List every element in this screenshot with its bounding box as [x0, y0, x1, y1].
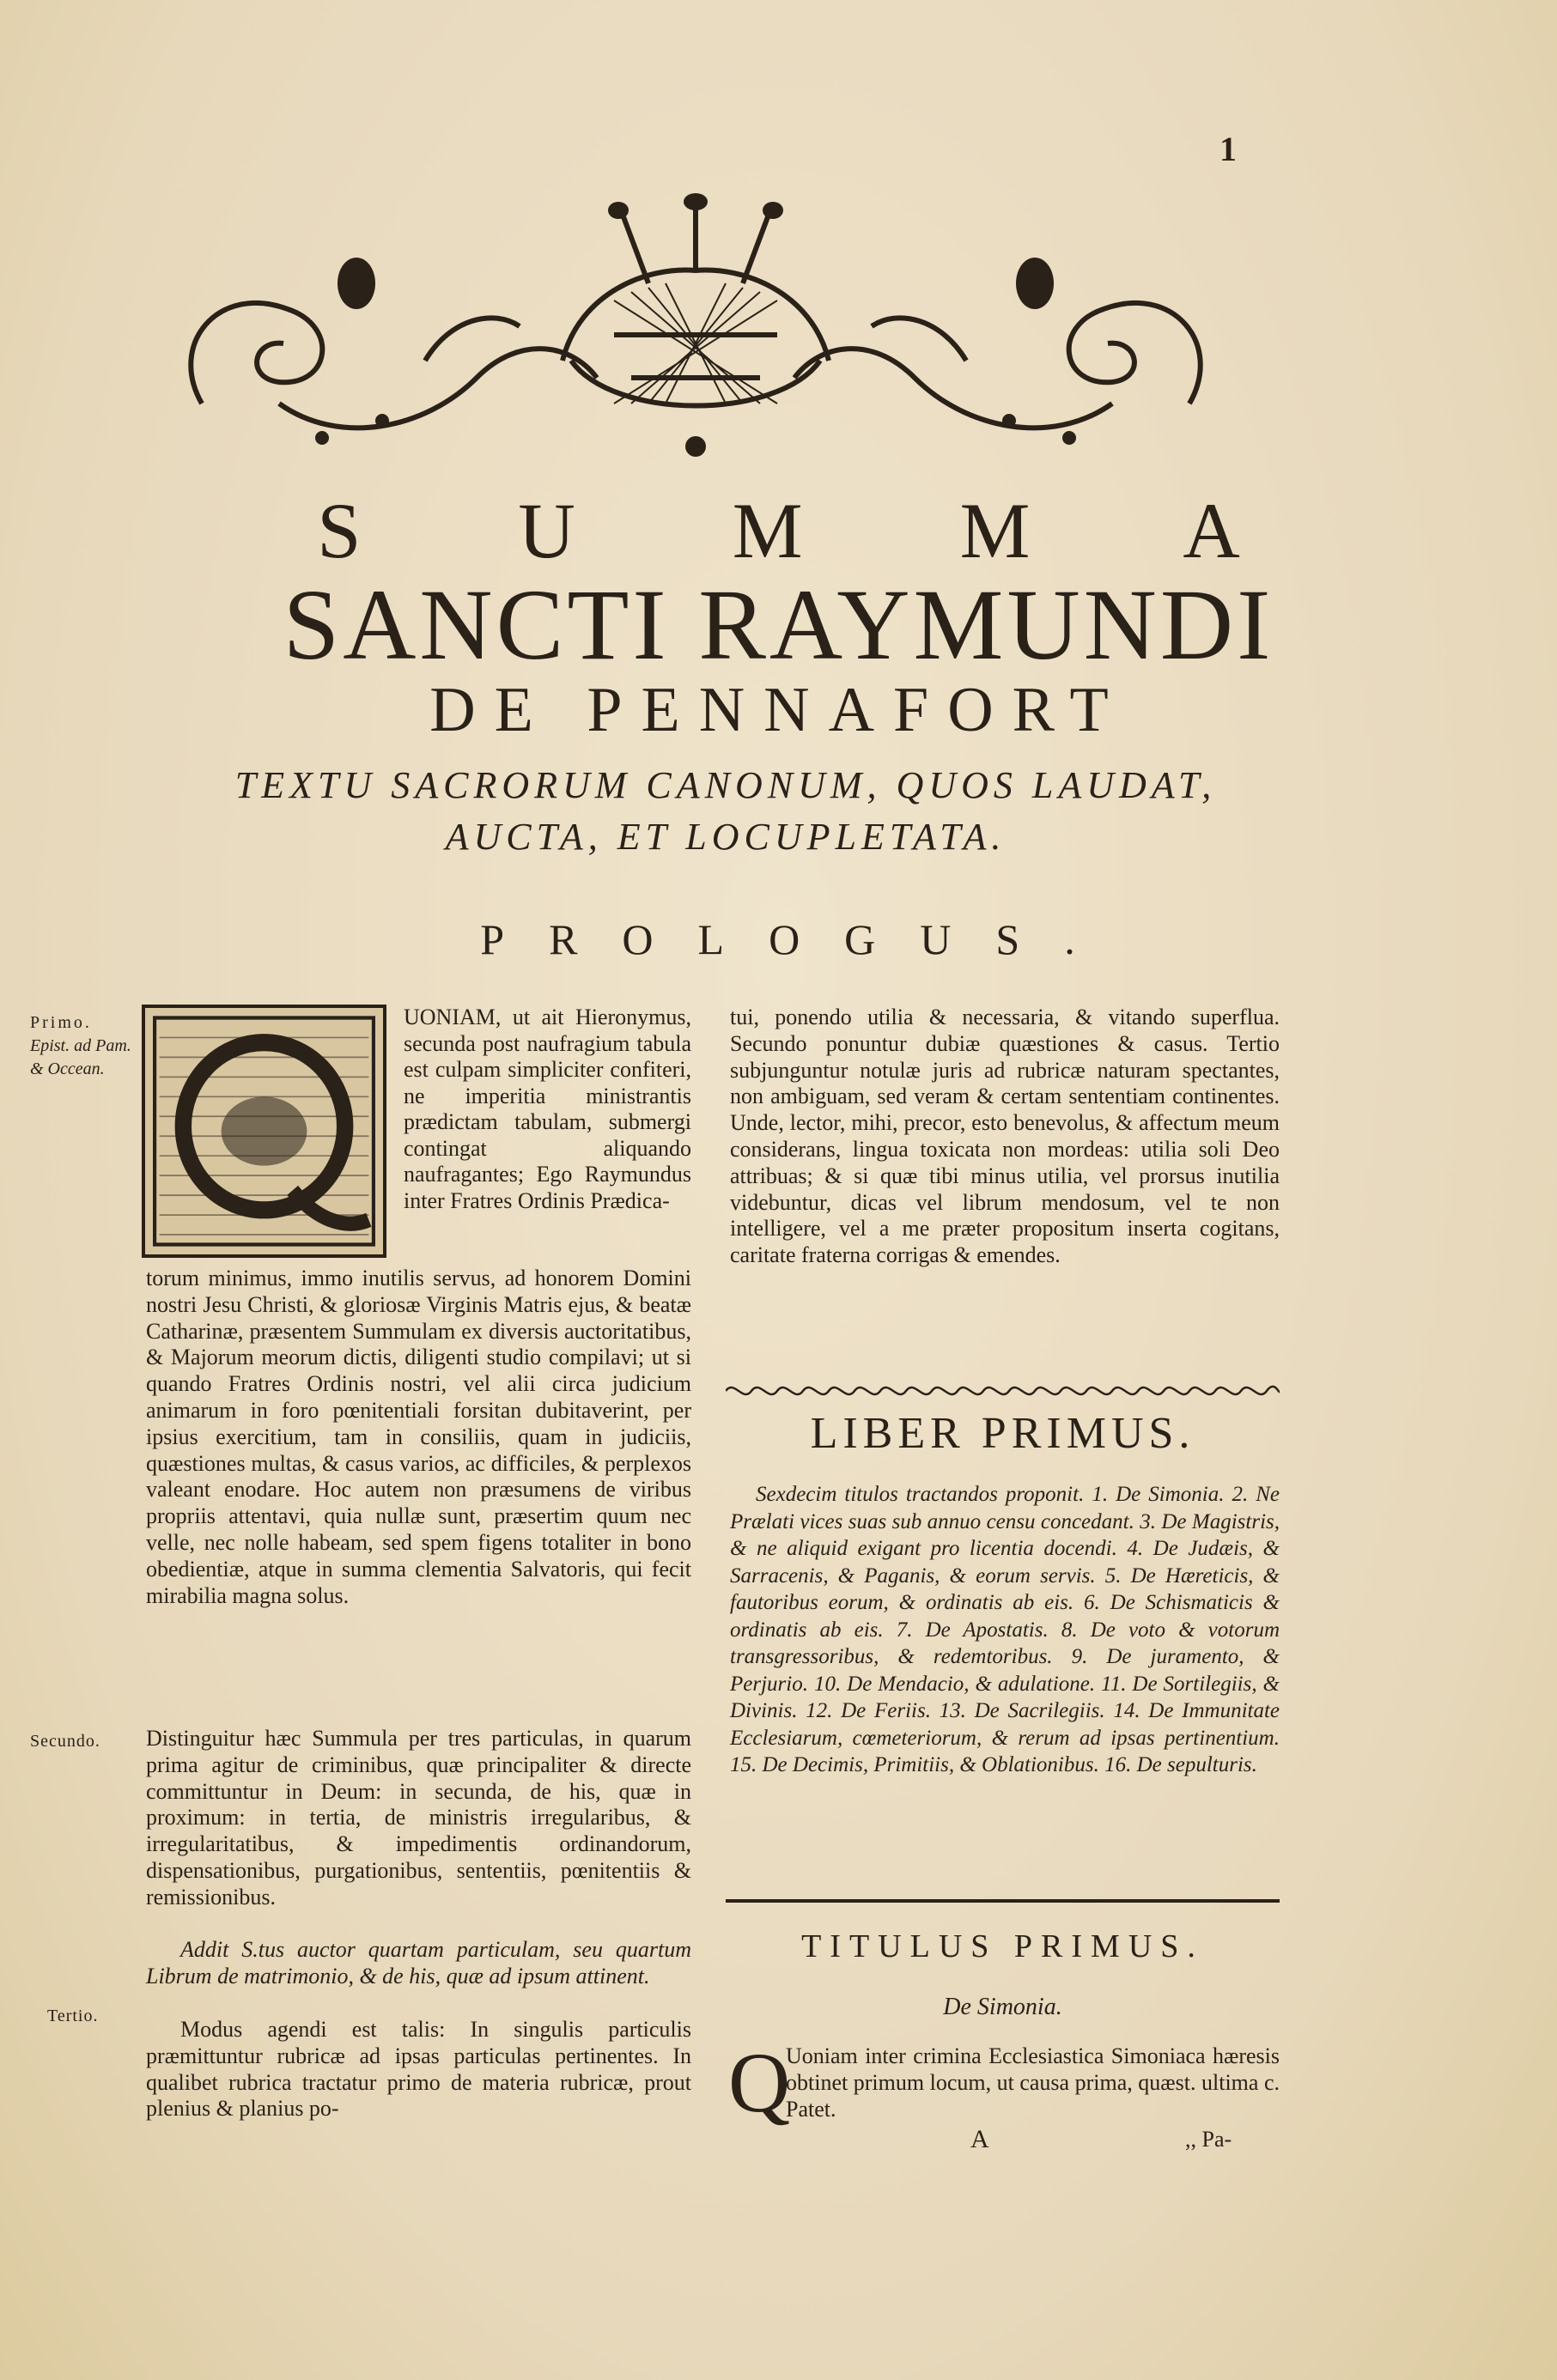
title-pennafort: DE PENNAFORT [429, 675, 1128, 745]
title-author: SANCTI RAYMUNDI [283, 568, 1274, 681]
headpiece-ornament [167, 189, 1224, 464]
ornamental-band [726, 1379, 1280, 1403]
section-rule [726, 1899, 1280, 1903]
titulus-initial: Q [728, 2035, 791, 2130]
titulus-subheading: De Simonia. [943, 1994, 1062, 2020]
margin-note-secundo: Secundo. [30, 1732, 100, 1751]
titulus-heading: TITULUS PRIMUS. [801, 1928, 1204, 1964]
titulus-body: Uoniam inter crimina Ecclesiastica Simoniaca hæresis obtinet primum locum, ut causa prima, quæst. ultima c. Patet. [786, 2043, 1280, 2122]
prologus-heading: PROLOGUS. [480, 915, 1120, 963]
prologue-paragraph-1: torum minimus, immo inutilis servus, ad honorem Domini nostri Jesu Christi, & gloriosæ Virginis Matris ejus, & beatæ Catharinæ, præsentem Summulam ex diversis auctoritatibus, & Majorum meorum dictis, diligenti studio compilavi; ut si quando Fratres Ordinis nostri, vel alii circa judicium animarum in foro pœnitentiali forsitan dubitaverint, per ipsius exercitium, tam in consiliis, quam in judiciis, quæstiones multas, & casus varios, ac difficiles, & perplexos valeant enodare. Hoc autem non præsumens de viribus propriis attentavi, quia nullæ sunt, præsertim quum nec velle, nec nolle habeam, sed spem figens totaliter in bono obedientiæ, atque in summa clementia Salvatoris, qui fecit mirabilia magna solus. [146, 1266, 691, 1608]
margin-note-tertio: Tertio. [47, 2007, 99, 2025]
margin-note-primo-ref: Epist. ad Pam. & Occean. [30, 1036, 131, 1078]
margin-note-primo-label: Primo. [30, 1013, 92, 1032]
prologue-opening: UONIAM, ut ait Hieronymus, secunda post naufragium tabula est culpam simpliciter confiteri, ne imperitia ministrantis prædictam tabulam, submergi contingat aliquando naufragantes; Ego Raymundus inter Fratres Ordinis Prædica- [404, 1005, 691, 1213]
catchword: ,, Pa- [1185, 2127, 1232, 2152]
prologue-paragraph-tertio: Modus agendi est talis: In singulis particulis præmittuntur rubricæ ad ipsas particulas pertinentes. In qualibet rubrica tractatur primo de materia rubricæ, prout plenius & planius po- [146, 2017, 691, 2122]
prologue-paragraph-secundo: Distinguitur hæc Summula per tres particulas, in quarum prima agitur de criminibus, quæ principaliter & directe committuntur in Deum: in secunda, de his, quæ in proximum: in tertia, de ministris irregularibus, & irregularitatibus, & impedimentis ordinandorum, dispensationibus, purgationibus, sententiis, pœnitentiis & remissionibus. [146, 1726, 691, 1909]
signature-mark: A [970, 2125, 989, 2153]
page-number: 1 [1219, 130, 1237, 168]
prologue-continuation: tui, ponendo utilia & necessaria, & vitando superflua. Secundo ponuntur dubiæ quæstiones & casus. Tertio subjunguntur notulæ juris ad rubricæ naturam spectantes, non ambiguam, sed veram & certam sententiam continentes. Unde, lector, mihi, precor, esto benevolus, & affectum meum considerans, lingua toxicata non mordeas: utilia soli Deo attribuas; & si quæ tibi minus utilia, vel prorsus inutilia videbuntur, dicas vel librum mendosum, vel te non intelligere, vel a me præter propositum inserta cogitans, caritate fraterna corrigas & emendes. [730, 1005, 1280, 1268]
decorated-initial-q [142, 1005, 386, 1258]
prologue-addit-note: Addit S.tus auctor quartam particulam, seu quartum Librum de matrimonio, & de his, quæ ad ipsum attinent. [146, 1937, 691, 1988]
margin-note-primo [30, 1011, 142, 1081]
title-summa: S U M M A [317, 487, 1309, 574]
liber-heading: LIBER PRIMUS. [810, 1409, 1195, 1458]
liber-summary: Sexdecim titulos tractandos proponit. 1. De Simonia. 2. Ne Prælati vices suas sub annuo censu concedant. 3. De Magistris, & ne aliquid exigant pro licentia docendi. 4. De Judæis, & Sarracenis, & Paganis, & eorum servis. 5. De Hæreticis, & fautoribus eorum, & ordinatis ab eis. 6. De Schismaticis & ordinatis ab eis. 7. De Apostatis. 8. De voto & votorum transgressoribus, & redemtoribus. 9. De juramento, & Perjurio. 10. De Mendacio, & adulatione. 11. De Sortilegiis, & Divinis. 12. De Feriis. 13. De Sacrilegiis. 14. De Immunitate Ecclesiarum, cœmeteriorum, & rerum ad ipsas pertinentium. 15. De Decimis, Primitiis, & Oblationibus. 16. De sepulturis. [730, 1483, 1280, 1776]
subtitle: TEXTU SACRORUM CANONUM, QUOS LAUDAT, AUCTA, ET LOCUPLETATA. [234, 764, 1217, 858]
